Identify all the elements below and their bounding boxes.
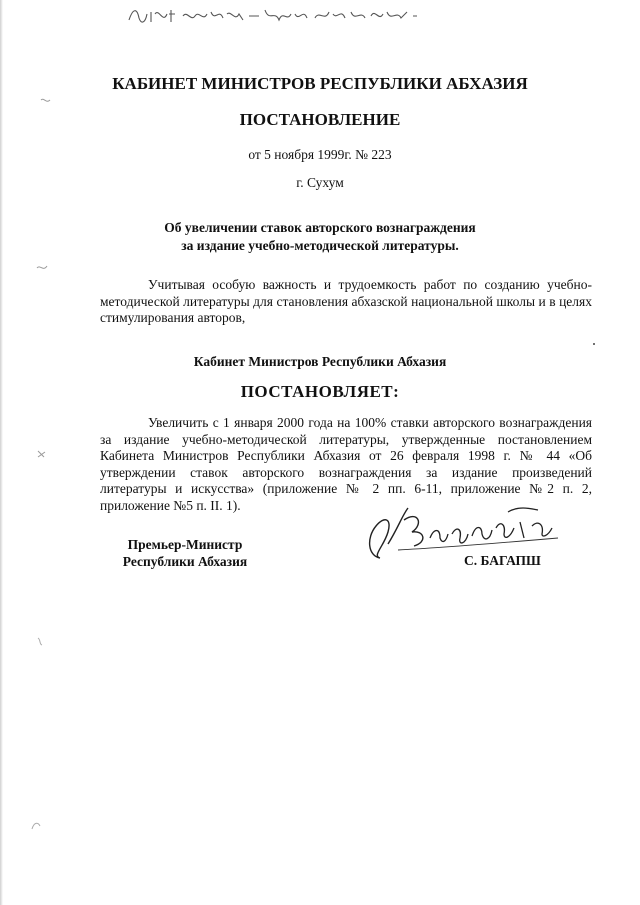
signer-position-line: Республики Абхазия — [122, 553, 248, 569]
signer-position-line: Премьер-Министр — [127, 537, 243, 552]
decree-paragraph: Увеличить с 1 января 2000 года на 100% ставки авторского вознаграждения за издание учебно-методической литературы, утвержденные постановлением Кабинета Министров Республики Абхазия от 26 февраля 1998 г. № 44 «Об утверждении ставок авторского вознаграждения за издание произведений литературы и искусства» (приложение № 2 пп. 6-11, приложение №2 п. 2, приложение №5 п. II. 1). — [100, 415, 592, 513]
preamble-paragraph: Учитывая особую важность и трудоемкость работ по созданию учебно-методической литературы для становления абхазской национальной школы и в целях стимулирования авторов, — [100, 277, 592, 325]
scan-edge-shadow — [0, 0, 3, 905]
subject-line: за издание учебно-методической литературы. — [181, 238, 459, 253]
organization-title: КАБИНЕТ МИНИСТРОВ РЕСПУБЛИКИ АБХАЗИЯ — [112, 74, 528, 93]
margin-scan-mark — [36, 449, 48, 459]
issuing-body: Кабинет Министров Республики Абхазия — [193, 354, 447, 369]
scan-dot — [593, 343, 595, 345]
signer-position — [100, 537, 270, 570]
signer-name: С. БАГАПШ — [464, 553, 541, 568]
handwritten-annotation — [125, 2, 425, 28]
document-type: ПОСТАНОВЛЕНИЕ — [239, 110, 401, 129]
margin-scan-mark — [36, 263, 48, 273]
margin-scan-mark — [30, 820, 42, 832]
document-subject — [0, 219, 640, 255]
subject-line: Об увеличении ставок авторского вознаграждения — [164, 220, 476, 235]
date-and-number: от 5 ноября 1999г. № 223 — [248, 147, 392, 162]
margin-scan-mark — [35, 636, 45, 646]
place-of-issue: г. Сухум — [296, 175, 344, 190]
decree-heading: ПОСТАНОВЛЯЕТ: — [240, 382, 400, 401]
margin-scan-mark — [40, 96, 52, 106]
